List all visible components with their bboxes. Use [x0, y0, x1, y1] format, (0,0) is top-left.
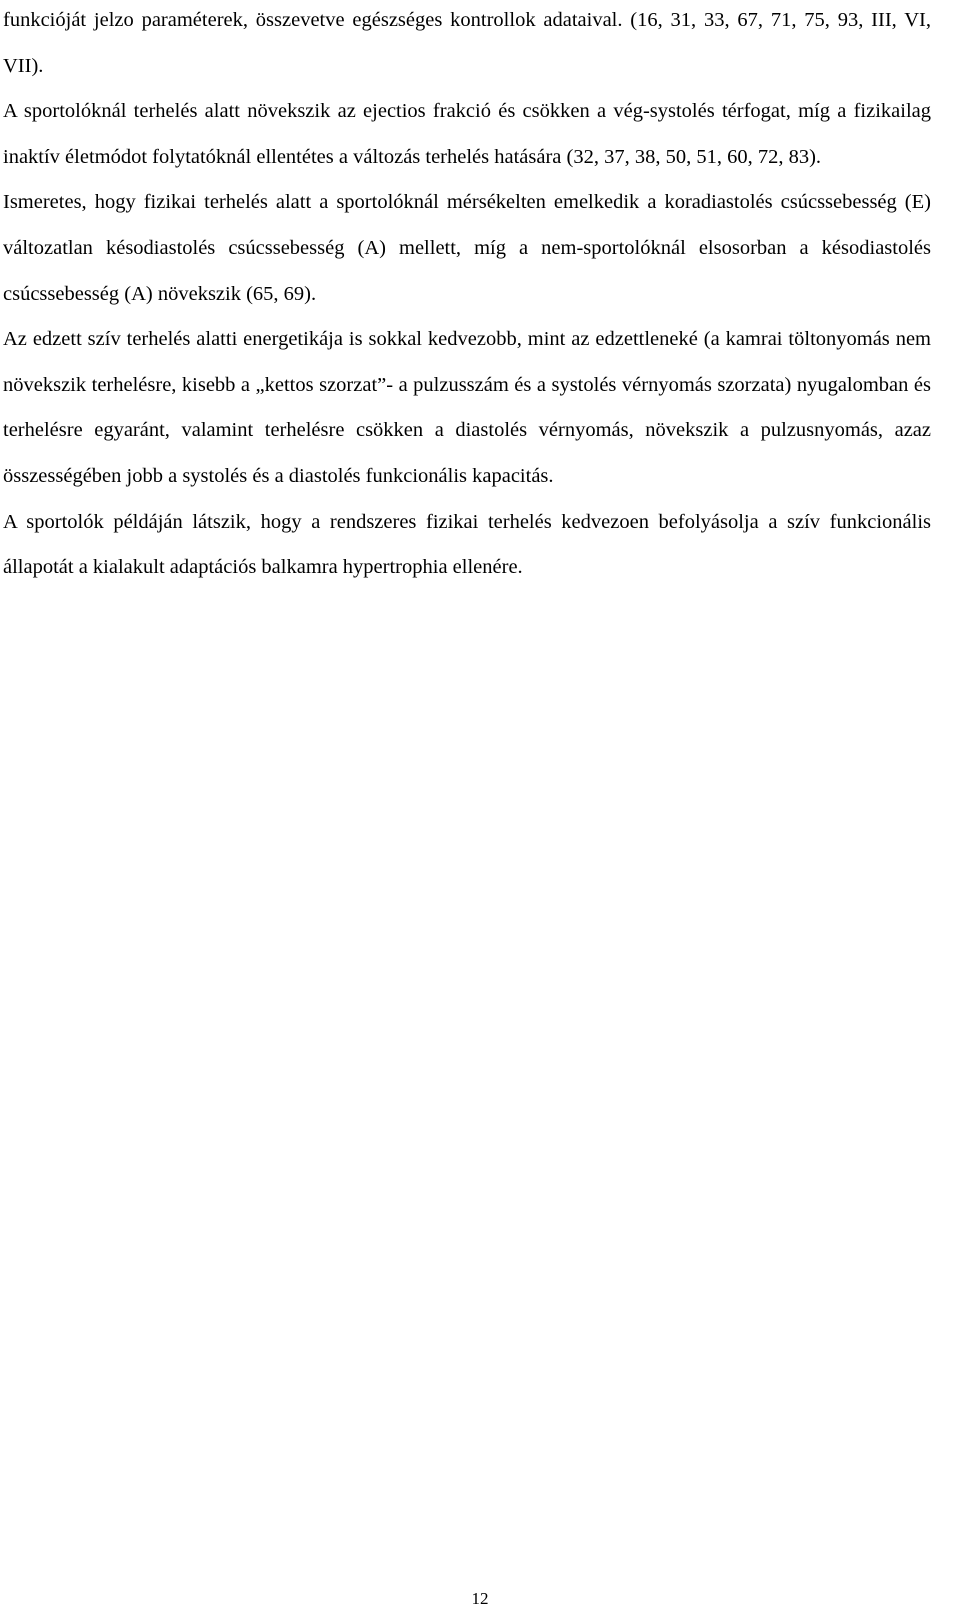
document-page: [3, 0, 931, 591]
paragraph-conclusion: A sportolók példáján látszik, hogy a rendszeres fizikai terhelés kedvezoen befolyásolja a szív funkcionális állapotát a kialakult adaptációs balkamra hypertrophia ellenére.: [3, 510, 931, 579]
paragraph-continuation: funkcióját jelzo paraméterek, összevetve egészséges kontrollok adataival. (16, 31, 33, 67, 71, 75, 93, III, VI, VII).: [3, 9, 931, 77]
paragraph-ejection-fraction: A sportolóknál terhelés alatt növekszik az ejectios frakció és csökken a vég-systolés térfogat, míg a fizikailag inaktív életmódot folytatóknál ellentétes a változás terhelés hatására (32, 37, 38, 50, 51, 60, 72, 83).: [3, 100, 931, 168]
paragraph-energetics: Az edzett szív terhelés alatti energetikája is sokkal kedvezobb, mint az edzettleneké (a kamrai töltonyomás nem növekszik terhelésre, kisebb a „kettos szorzat”- a pulzusszám és a systolés vérnyomás szorzata) nyugalomban és terhelésre egyaránt, valamint terhelésre csökken a diastolés vérnyomás, növekszik a pulzusnyomás, azaz összességében jobb a systolés és a diastolés funkcionális kapacitás.: [3, 328, 931, 487]
page-number: 12: [471, 1589, 489, 1608]
paragraph-diastolic-velocity: Ismeretes, hogy fizikai terhelés alatt a sportolóknál mérsékelten emelkedik a koradiastolés csúcssebesség (E) változatlan késodiastolés csúcssebesség (A) mellett, míg a nem-sportolóknál elsosorban a késodiastolés csúcssebesség (A) növekszik (65, 69).: [3, 191, 931, 305]
